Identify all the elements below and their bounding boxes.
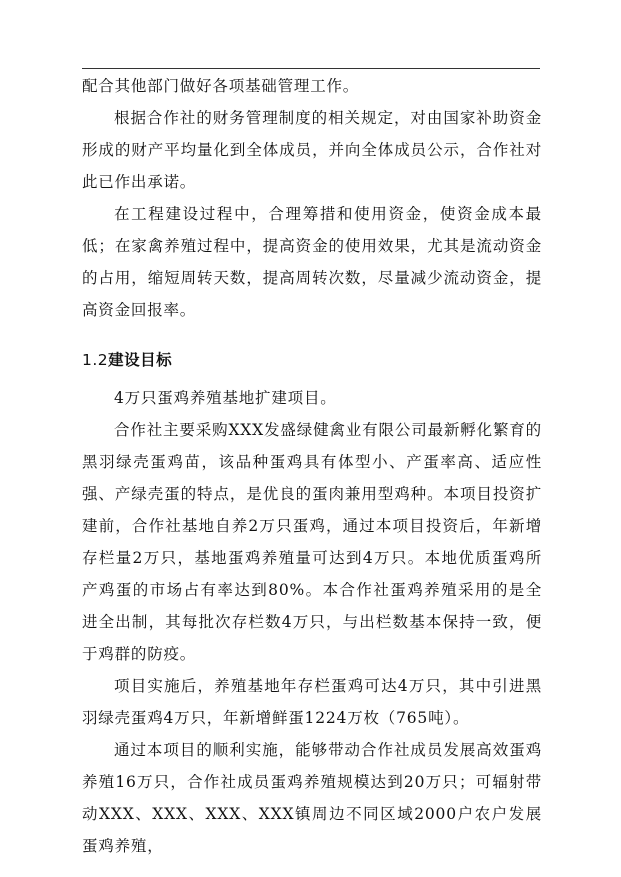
section-number: 1.2 <box>82 351 109 369</box>
section-heading <box>82 344 542 376</box>
paragraph-5: 合作社主要采购XXX发盛绿健禽业有限公司最新孵化繁育的黑羽绿壳蛋鸡苗，该品种蛋鸡具有体型小、产蛋率高、适应性强、产绿壳蛋的特点，是优良的蛋肉兼用型鸡种。本项目投资扩建前，合作社基地自养2万只蛋鸡，通过本项目投资后，年新增存栏量2万只，基地蛋鸡养殖量可达到4万只。本地优质蛋鸡所产鸡蛋的市场占有率达到80%。本合作社蛋鸡养殖采用的是全进全出制，其每批次存栏数4万只，与出栏数基本保持一致，便于鸡群的防疫。 <box>82 421 542 663</box>
paragraph-3: 在工程建设过程中，合理筹措和使用资金，使资金成本最低；在家禽养殖过程中，提高资金的使用效果，尤其是流动资金的占用，缩短周转天数，提高周转次数，尽量减少流动资金，提高资金回报率。 <box>82 205 542 319</box>
paragraph-4: 4万只蛋鸡养殖基地扩建项目。 <box>114 389 337 407</box>
document-page <box>82 70 542 862</box>
header-rule <box>82 68 540 69</box>
paragraph-1: 配合其他部门做好各项基础管理工作。 <box>82 77 360 95</box>
paragraph-2: 根据合作社的财务管理制度的相关规定，对由国家补助资金形成的财产平均量化到全体成员，并向全体成员公示，合作社对此已作出承诺。 <box>82 109 542 191</box>
paragraph-7: 通过本项目的顺利实施，能够带动合作社成员发展高效蛋鸡养殖16万只，合作社成员蛋鸡养殖规模达到20万只；可辐射带动XXX、XXX、XXX、XXX镇周边不同区域2000户农户发展蛋鸡养殖， <box>82 741 542 855</box>
paragraph-6: 项目实施后，养殖基地年存栏蛋鸡可达4万只，其中引进黑羽绿壳蛋鸡4万只，年新增鲜蛋1224万枚（765吨）。 <box>82 677 542 727</box>
section-title: 建设目标 <box>108 351 173 369</box>
